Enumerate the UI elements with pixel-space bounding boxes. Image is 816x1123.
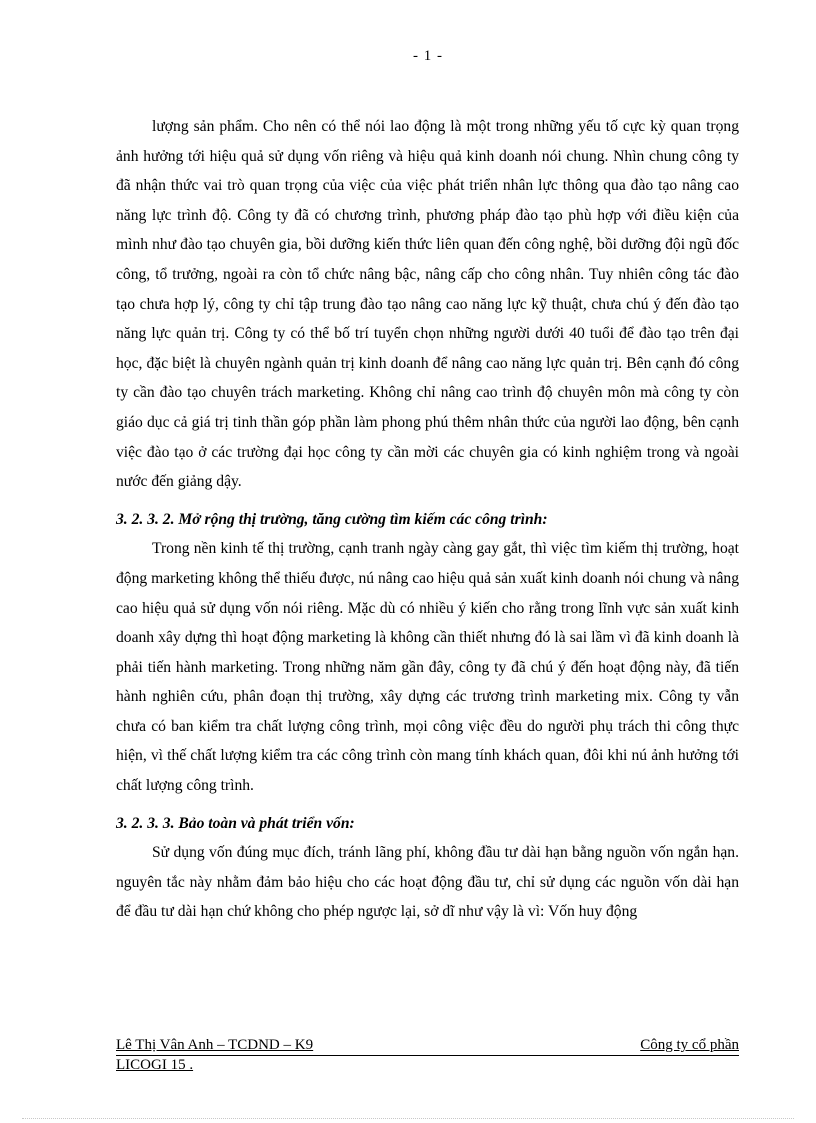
- footer-company-name: LICOGI 15 .: [116, 1057, 194, 1073]
- section-heading-capital-preservation: 3. 2. 3. 3. Bảo toàn và phát triển vốn:: [116, 814, 355, 832]
- paragraph-capital-preservation: Sử dụng vốn đúng mục đích, tránh lãng phí, không đầu tư dài hạn bằng nguồn vốn ngắn hạn. nguyên tắc này nhằm đảm bảo hiệu cho các hoạt động đầu tư, chỉ sử dụng các nguồn vốn dài hạn để đầu tư dài hạn chứ không cho phép ngược lại, sở dĩ như vậy là vì: Vốn huy động: [116, 844, 739, 921]
- page-footer: [116, 1036, 739, 1074]
- paragraph-market-expansion: Trong nền kinh tế thị trường, cạnh tranh ngày càng gay gắt, thì việc tìm kiếm thị trường, hoạt động marketing không thể thiếu được, nú nâng cao hiệu quả sản xuất kinh doanh nói chung và nâng cao hiệu quả sử dụng vốn nói riêng. Mặc dù có nhiều ý kiến cho rằng trong lĩnh vực sản xuất kinh doanh xây dựng thì hoạt động marketing là không cần thiết nhưng đó là sai lầm vì đã kinh doanh là phải tiến hành marketing. Trong những năm gần đây, công ty đã chú ý đến hoạt động này, đã tiến hành nghiên cứu, phân đoạn thị trường, xây dựng các trương trình marketing mix. Công ty vẫn chưa có ban kiểm tra chất lượng công trình, mọi công việc đều do người phụ trách thi công thực hiện, vì thế chất lượng kiểm tra các công trình còn mang tính khách quan, đôi khi nú ảnh hưởng tới chất lượng công trình.: [116, 540, 739, 795]
- document-body: [116, 112, 739, 927]
- footer-line-1: [116, 1036, 739, 1056]
- footer-company: Công ty cổ phần: [640, 1036, 739, 1056]
- page-number: - 1 -: [413, 48, 443, 64]
- footer-author: Lê Thị Vân Anh – TCDND – K9: [116, 1036, 640, 1056]
- paragraph-workforce-training: lượng sản phẩm. Cho nên có thể nói lao động là một trong những yếu tố cực kỳ quan trọng ảnh hưởng tới hiệu quả sử dụng vốn riêng và hiệu quả kinh doanh nói chung. Nhìn chung công ty đã nhận thức vai trò quan trọng của việc của việc phát triển nhân lực thông qua đào tạo nâng cao năng lực trình độ. Công ty đã có chương trình, phương pháp đào tạo phù hợp với điều kiện của mình như đào tạo chuyên gia, bồi dưỡng kiến thức liên quan đến công nghệ, bồi dưỡng đội ngũ đốc công, tổ trưởng, ngoài ra còn tổ chức nâng bậc, nâng cấp cho công nhân. Tuy nhiên công tác đào tạo chưa hợp lý, công ty chỉ tập trung đào tạo nâng cao năng lực kỹ thuật, chưa chú ý đến đào tạo năng lực quản trị. Công ty có thể bố trí tuyển chọn những người dưới 40 tuổi để đào tạo trên đại học, đặc biệt là chuyên ngành quản trị kinh doanh để nâng cao năng lực quản trị. Bên cạnh đó công ty cần đào tạo chuyên trách marketing. Không chỉ nâng cao trình độ chuyên môn mà công ty còn giáo dục cả giá trị tinh thần góp phần làm phong phú thêm nhân thức của người lao động, bên cạnh việc đào tạo ở các trường đại học công ty cần mời các chuyên gia có kinh nghiệm trong và ngoài nước đến giảng dậy.: [116, 118, 739, 491]
- section-heading-market-expansion: 3. 2. 3. 2. Mở rộng thị trường, tăng cường tìm kiếm các công trình:: [116, 510, 548, 528]
- page-bottom-edge: [22, 1118, 794, 1119]
